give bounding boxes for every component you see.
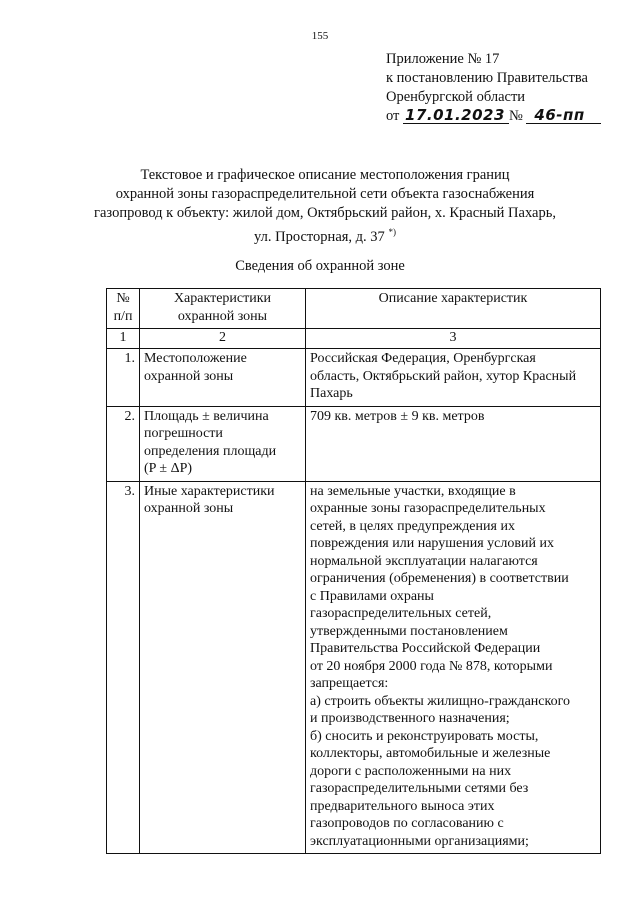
title-line-1: Текстовое и графическое описание местоположения границ <box>140 167 510 183</box>
index-cell: 1 <box>107 329 140 349</box>
table-row <box>107 481 601 854</box>
row-characteristic: Местоположение охранной зоны <box>140 349 306 407</box>
row-description: 709 кв. метров ± 9 кв. метров <box>306 406 601 481</box>
row-characteristic: Площадь ± величина погрешности определения площади (P ± ΔP) <box>140 406 306 481</box>
page-number: 155 <box>311 30 329 42</box>
table-row <box>107 349 601 407</box>
row-description: Российская Федерация, Оренбургская область, Октябрьский район, хутор Красный Пахарь <box>306 349 601 407</box>
header-characteristics: Характеристики охранной зоны <box>140 289 306 329</box>
title-line-2: охранной зоны газораспределительной сети объекта газоснабжения <box>115 186 535 202</box>
appendix-line-2: к постановлению Правительства <box>386 70 588 86</box>
document-number: 46-пп <box>526 108 600 124</box>
row-characteristic: Иные характеристики охранной зоны <box>140 481 306 854</box>
table-index-row <box>107 329 601 349</box>
from-label: от <box>386 108 400 124</box>
table-header-row <box>107 289 601 329</box>
document-title <box>60 166 590 247</box>
row-number: 1. <box>107 349 140 407</box>
appendix-date-line <box>386 107 601 126</box>
appendix-block <box>386 50 601 126</box>
index-cell: 3 <box>306 329 601 349</box>
row-description: на земельные участки, входящие в охранные зоны газораспределительных сетей, в целях предупреждения их повреждения или нарушения условий их нормальной эксплуатации налагаются ограничения (обременения) в соответствии с Правилами охраны газораспределительных сетей, утвержденными постановлением Правительства Российской Федерации от 20 ноября 2000 года № 878, которыми запрещается: а) строить объекты жилищно-гражданского и производственного назначения; б) сносить и реконструировать мосты, коллекторы, автомобильные и железные дороги с расположенными на них газораспределительными сетями без предварительного выноса этих газопроводов по согласованию с эксплуатационными организациями; <box>306 481 601 854</box>
document-date: 17.01.2023 <box>403 108 509 124</box>
row-number: 3. <box>107 481 140 854</box>
appendix-line-1: Приложение № 17 <box>386 51 500 67</box>
number-sign: № <box>508 108 523 124</box>
protection-zone-table <box>106 288 601 854</box>
footnote-mark: *) <box>388 227 396 237</box>
index-cell: 2 <box>140 329 306 349</box>
header-number: № п/п <box>107 289 140 329</box>
table-row <box>107 406 601 481</box>
title-address: ул. Просторная, д. 37 <box>254 228 385 245</box>
appendix-line-3: Оренбургской области <box>386 89 526 105</box>
header-description: Описание характеристик <box>306 289 601 329</box>
title-line-4 <box>60 223 590 247</box>
title-line-3: газопровод к объекту: жилой дом, Октябрьский район, х. Красный Пахарь, <box>94 205 556 221</box>
section-subtitle: Сведения об охранной зоне <box>235 258 405 274</box>
row-number: 2. <box>107 406 140 481</box>
